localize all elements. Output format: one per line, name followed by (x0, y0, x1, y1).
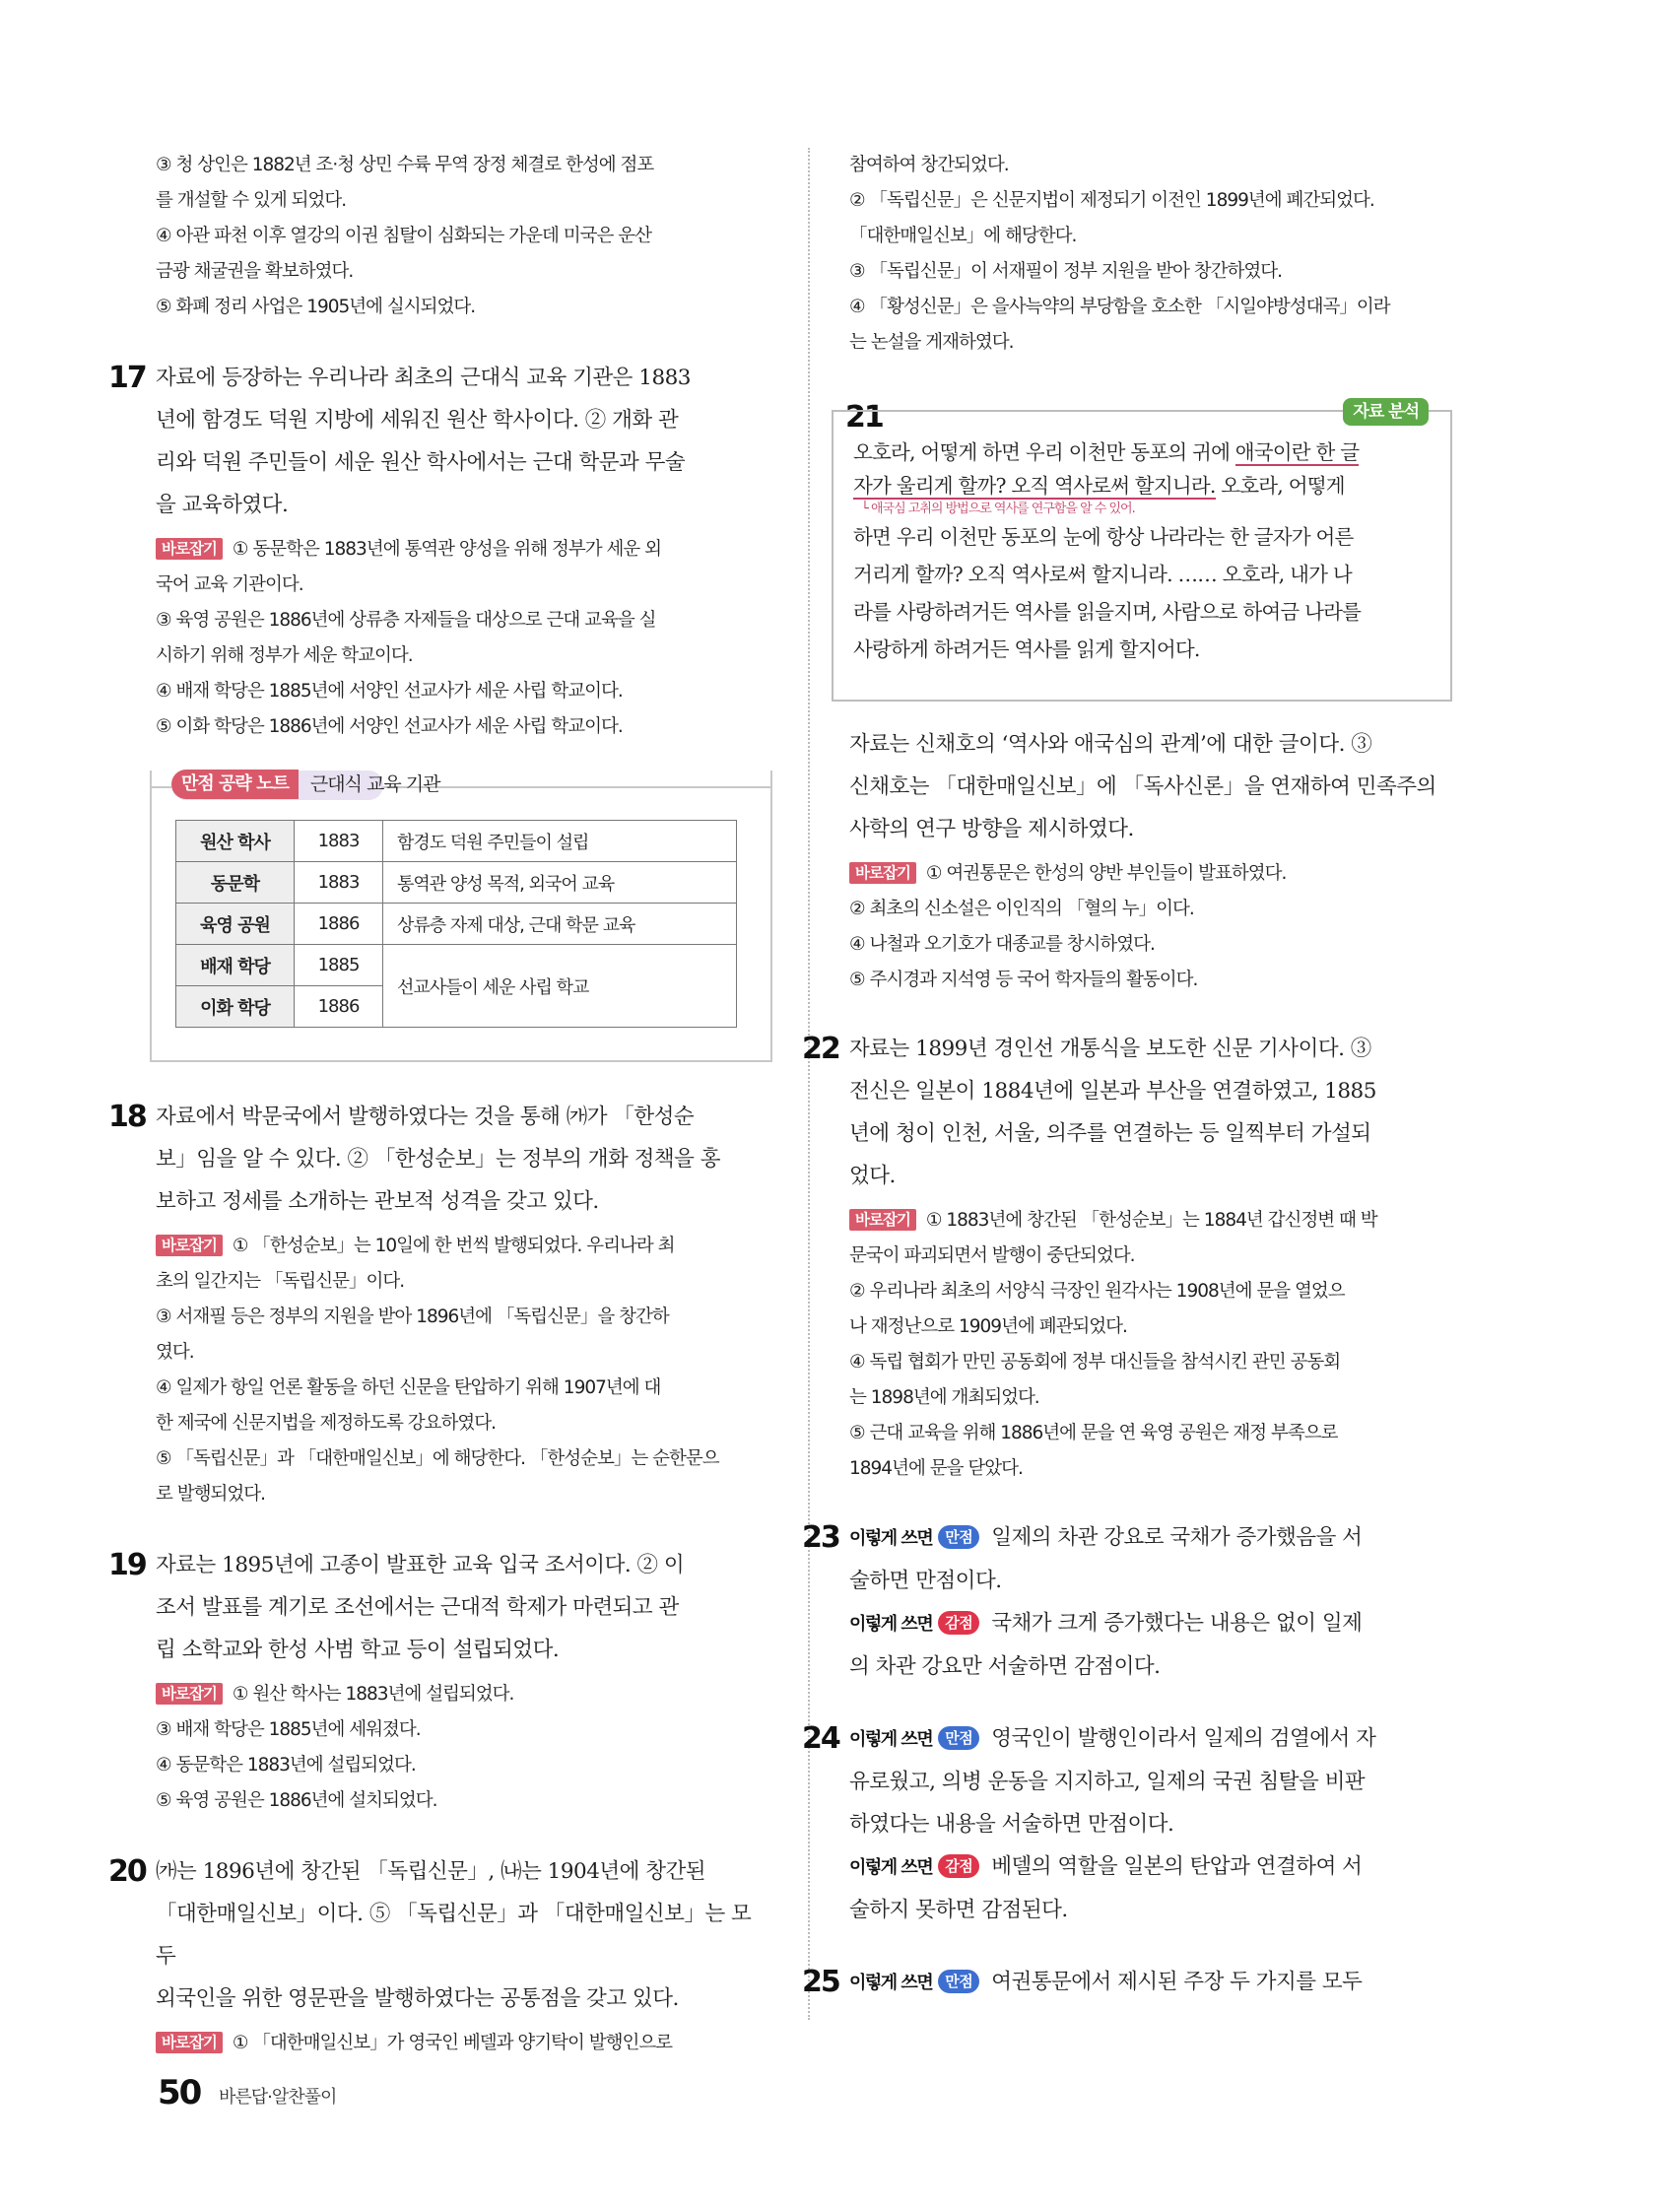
table-cell: 1883 (295, 821, 383, 862)
answer-line: 베델의 역할을 일본의 탄압과 연결하여 서 (991, 1854, 1363, 1879)
text-line: ③ 청 상인은 1882년 조·청 상민 수륙 무역 장정 체결로 한성에 점포 (156, 155, 654, 175)
correction-line: ⑤ 「독립신문」과 「대한매일신보」에 해당한다. 「한성순보」는 순한문으 (156, 1448, 719, 1469)
explanation-line: 년에 함경도 덕원 지방에 세워진 원산 학사이다. ② 개화 관 (156, 408, 679, 433)
question-24 (802, 1717, 1470, 1931)
correction-line: ⑤ 주시경과 지석영 등 국어 학자들의 활동이다. (849, 970, 1198, 990)
question-number: 24 (802, 1721, 839, 1756)
correction-tag: 바로잡기 (156, 2032, 223, 2053)
table-row (176, 904, 737, 945)
question-number: 17 (108, 361, 146, 395)
source-underline: 자가 울리게 할까? 오직 역사로써 할지니라. (853, 474, 1216, 498)
table-cell: 통역관 양성 목적, 외국어 교육 (383, 862, 737, 904)
question-23 (802, 1516, 1470, 1688)
table-cell: 육영 공원 (176, 904, 295, 945)
note-border (150, 786, 171, 788)
answer-label: 이렇게 쓰면 (849, 1528, 933, 1549)
correction-tag: 바로잡기 (156, 1683, 223, 1705)
table-cell: 동문학 (176, 862, 295, 904)
explanation-line: 자료에서 박문국에서 발행하였다는 것을 통해 ㈎가 「한성순 (156, 1105, 695, 1129)
answer-label: 이렇게 쓰면 (849, 1973, 933, 1993)
table-cell: 1885 (295, 945, 383, 986)
explanation-line: ㈎는 1896년에 창간된 「독립신문」, ㈏는 1904년에 창간된 (156, 1859, 706, 1884)
source-text (853, 434, 1434, 668)
source-analysis-badge: 자료 분석 (1343, 398, 1429, 426)
correction-line: ⑤ 근대 교육을 위해 1886년에 문을 연 육영 공원은 재정 부족으로 (849, 1423, 1338, 1443)
answer-line: 영국인이 발행인이라서 일제의 검열에서 자 (991, 1726, 1376, 1751)
full-score-badge: 만점 (938, 1525, 979, 1549)
question-19 (108, 1544, 768, 1819)
explanation-line: 자료는 신채호의 ‘역사와 애국심의 관계’에 대한 글이다. ③ (849, 732, 1372, 757)
correction-line: 로 발행되었다. (156, 1484, 265, 1505)
table-row (176, 945, 737, 986)
answer-label: 이렇게 쓰면 (849, 1614, 933, 1635)
question-number: 25 (802, 1965, 839, 1999)
correction-line: ① 원산 학사는 1883년에 설립되었다. (232, 1684, 514, 1705)
question-number: 23 (802, 1520, 839, 1555)
explanation-line: 전신은 일본이 1884년에 일본과 부산을 연결하였고, 1885 (849, 1079, 1376, 1104)
explanation-line: 자료는 1899년 경인선 개통식을 보도한 신문 기사이다. ③ (849, 1037, 1371, 1061)
table-cell: 1883 (295, 862, 383, 904)
source-underline: 애국이란 한 글 (1234, 440, 1360, 464)
text-line: 금광 채굴권을 확보하였다. (156, 261, 354, 282)
footer-title: 바른답·알찬풀이 (219, 2087, 337, 2108)
answer-line: 술하면 만점이다. (849, 1569, 1002, 1593)
question-25 (802, 1961, 1470, 2004)
question-number: 20 (108, 1854, 146, 1889)
answer-line: 여권통문에서 제시된 주장 두 가지를 모두 (991, 1970, 1363, 1994)
source-line: 거리게 할까? 오직 역사로써 할지니라. …… 오호라, 내가 나 (853, 563, 1352, 586)
correction-line: ④ 동문학은 1883년에 설립되었다. (156, 1755, 416, 1776)
table-cell: 배재 학당 (176, 945, 295, 986)
correction-line: 였다. (156, 1342, 194, 1363)
study-note-box (150, 771, 772, 1062)
correction-line: ④ 일제가 항일 언론 활동을 하던 신문을 탄압하기 위해 1907년에 대 (156, 1377, 661, 1398)
correction-line: ① 「대한매일신보」가 영국인 베델과 양기탁이 발행인으로 (232, 2033, 673, 2053)
left-column (108, 148, 768, 2087)
table-cell: 선교사들이 세운 사립 학교 (383, 945, 737, 1028)
source-annotation: └ 애국심 고취의 방법으로 역사를 연구함을 알 수 있어. (861, 502, 1135, 516)
education-table (175, 820, 737, 1028)
answer-line: 하였다는 내용을 서술하면 만점이다. (849, 1812, 1174, 1837)
explanation-line: 자료에 등장하는 우리나라 최초의 근대식 교육 기관은 1883 (156, 366, 691, 390)
question-18 (108, 1096, 768, 1512)
source-line: 오호라, 어떻게 (1215, 474, 1345, 498)
question-number: 21 (845, 400, 883, 435)
correction-line: 한 제국에 신문지법을 제정하도록 강요하였다. (156, 1413, 496, 1434)
correction-line: ② 우리나라 최초의 서양식 극장인 원각사는 1908년에 문을 열었으 (849, 1281, 1345, 1302)
question-number: 18 (108, 1100, 146, 1134)
right-column (802, 148, 1470, 2030)
correction-line: ⑤ 육영 공원은 1886년에 설치되었다. (156, 1790, 437, 1811)
correction-line: 「대한매일신보」에 해당한다. (849, 226, 1077, 246)
correction-line: ① 동문학은 1883년에 통역관 양성을 위해 정부가 세운 외 (232, 539, 662, 560)
correction-line: ③ 육영 공원은 1886년에 상류층 자제들을 대상으로 근대 교육을 실 (156, 610, 656, 631)
correction-line: ⑤ 이화 학당은 1886년에 서양인 선교사가 세운 사립 학교이다. (156, 716, 623, 737)
explanation-line: 「대한매일신보」이다. ⑤ 「독립신문」과 「대한매일신보」는 모두 (156, 1902, 752, 1969)
correction-line: ④ 「황성신문」은 을사늑약의 부당함을 호소한 「시일야방성대곡」이라 (849, 297, 1390, 317)
explanation-line: 년에 청이 인천, 서울, 의주를 연결하는 등 일찍부터 가설되 (849, 1121, 1371, 1146)
answer-line: 유로웠고, 의병 운동을 지지하고, 일제의 국권 침탈을 비판 (849, 1770, 1366, 1794)
page-number: 50 (158, 2073, 201, 2112)
question-number: 19 (108, 1548, 146, 1582)
explanation-line: 었다. (849, 1164, 896, 1188)
table-row (176, 821, 737, 862)
answer-line: 국채가 크게 증가했다는 내용은 없이 일제 (991, 1611, 1363, 1636)
table-cell: 상류층 자제 대상, 근대 학문 교육 (383, 904, 737, 945)
q16-continuation (156, 148, 768, 325)
correction-tag: 바로잡기 (156, 538, 223, 560)
question-17 (108, 357, 768, 745)
correction-line: ③ 서재필 등은 정부의 지원을 받아 1896년에 「독립신문」을 창간하 (156, 1307, 669, 1327)
table-cell: 원산 학사 (176, 821, 295, 862)
explanation-line: 사학의 연구 방향을 제시하였다. (849, 817, 1134, 841)
correction-line: ① 1883년에 창간된 「한성순보」는 1884년 갑신정변 때 박 (925, 1210, 1377, 1231)
correction-tag: 바로잡기 (849, 862, 916, 884)
correction-line: ③ 「독립신문」이 서재필이 정부 지원을 받아 창간하였다. (849, 261, 1283, 282)
correction-line: ④ 배재 학당은 1885년에 서양인 선교사가 세운 사립 학교이다. (156, 681, 623, 702)
text-line: ④ 아관 파천 이후 열강의 이권 침탈이 심화되는 가운데 미국은 운산 (156, 226, 652, 246)
deduction-badge: 감점 (938, 1854, 979, 1878)
table-row (176, 862, 737, 904)
explanation-line: 자료는 1895년에 고종이 발표한 교육 입국 조서이다. ② 이 (156, 1553, 685, 1577)
explanation-line: 보하고 정세를 소개하는 관보적 성격을 갖고 있다. (156, 1189, 599, 1214)
explanation-line: 조서 발표를 계기로 조선에서는 근대적 학제가 마련되고 관 (156, 1595, 679, 1620)
table-cell: 함경도 덕원 주민들이 설립 (383, 821, 737, 862)
source-box (832, 402, 1452, 702)
explanation-line: 신채호는 「대한매일신보」에 「독사신론」을 연재하여 민족주의 (849, 774, 1436, 799)
source-line: 라를 사랑하려거든 역사를 읽을지며, 사람으로 하여금 나라를 (853, 600, 1362, 624)
answer-line: 일제의 차관 강요로 국채가 증가했음을 서 (991, 1525, 1363, 1550)
explanation-line: 보」임을 알 수 있다. ② 「한성순보」는 정부의 개화 정책을 홍 (156, 1147, 720, 1172)
source-line: 사랑하게 하려거든 역사를 읽게 할지어다. (853, 637, 1200, 661)
table-cell: 1886 (295, 904, 383, 945)
source-line: 오호라, 어떻게 하면 우리 이천만 동포의 귀에 (853, 440, 1235, 464)
q20-continuation (849, 148, 1470, 361)
text-line: 를 개설할 수 있게 되었다. (156, 190, 347, 211)
question-21 (845, 400, 1470, 998)
note-title: 근대식 교육 기관 (309, 773, 440, 795)
correction-line: 는 1898년에 개최되었다. (849, 1387, 1039, 1408)
explanation-line: 립 소학교와 한성 사범 학교 등이 설립되었다. (156, 1638, 560, 1662)
question-22 (802, 1028, 1470, 1487)
explanation-line: 외국인을 위한 영문판을 발행하였다는 공통점을 갖고 있다. (156, 1986, 679, 2011)
explanation-line: 을 교육하였다. (156, 493, 289, 517)
explanation-line: 리와 덕원 주민들이 세운 원산 학사에서는 근대 학문과 무술 (156, 450, 686, 475)
table-cell: 이화 학당 (176, 986, 295, 1028)
correction-line: ① 여권통문은 한성의 양반 부인들이 발표하였다. (925, 863, 1287, 884)
answer-line: 의 차관 강요만 서술하면 감점이다. (849, 1654, 1161, 1679)
correction-line: 문국이 파괴되면서 발행이 중단되었다. (849, 1245, 1135, 1266)
question-number: 22 (802, 1032, 839, 1066)
answer-line: 술하지 못하면 감점된다. (849, 1898, 1068, 1922)
question-20 (108, 1850, 768, 2061)
correction-line: 1894년에 문을 닫았다. (849, 1458, 1023, 1479)
correction-line: 시하기 위해 정부가 세운 학교이다. (156, 645, 413, 666)
note-badge: 만점 공략 노트 (171, 770, 299, 799)
table-cell: 1886 (295, 986, 383, 1028)
correction-line: ① 「한성순보」는 10일에 한 번씩 발행되었다. 우리나라 최 (232, 1236, 675, 1256)
correction-line: ② 「독립신문」은 신문지법이 제정되기 이전인 1899년에 폐간되었다. (849, 190, 1374, 211)
answer-label: 이렇게 쓰면 (849, 1857, 933, 1878)
full-score-badge: 만점 (938, 1726, 979, 1750)
correction-line: ④ 나철과 오기호가 대종교를 창시하였다. (849, 934, 1155, 955)
correction-line: ③ 배재 학당은 1885년에 세워졌다. (156, 1719, 421, 1740)
correction-line: 국어 교육 기관이다. (156, 574, 303, 595)
correction-line: 참여하여 창간되었다. (849, 155, 1009, 175)
full-score-badge: 만점 (938, 1970, 979, 1993)
source-line: 하면 우리 이천만 동포의 눈에 항상 나라라는 한 글자가 어른 (853, 525, 1354, 549)
note-header (171, 769, 451, 800)
correction-tag: 바로잡기 (156, 1235, 223, 1256)
correction-line: ④ 독립 협회가 만민 공동회에 정부 대신들을 참석시킨 관민 공동회 (849, 1352, 1341, 1373)
answer-label: 이렇게 쓰면 (849, 1729, 933, 1750)
text-line: ⑤ 화폐 정리 사업은 1905년에 실시되었다. (156, 297, 476, 317)
deduction-badge: 감점 (938, 1611, 979, 1635)
correction-line: ② 최초의 신소설은 이인직의 「혈의 누」이다. (849, 899, 1194, 919)
correction-line: 는 논설을 게재하였다. (849, 332, 1014, 353)
correction-line: 초의 일간지는 「독립신문」이다. (156, 1271, 405, 1292)
correction-tag: 바로잡기 (849, 1209, 916, 1231)
correction-line: 나 재정난으로 1909년에 폐관되었다. (849, 1316, 1127, 1337)
